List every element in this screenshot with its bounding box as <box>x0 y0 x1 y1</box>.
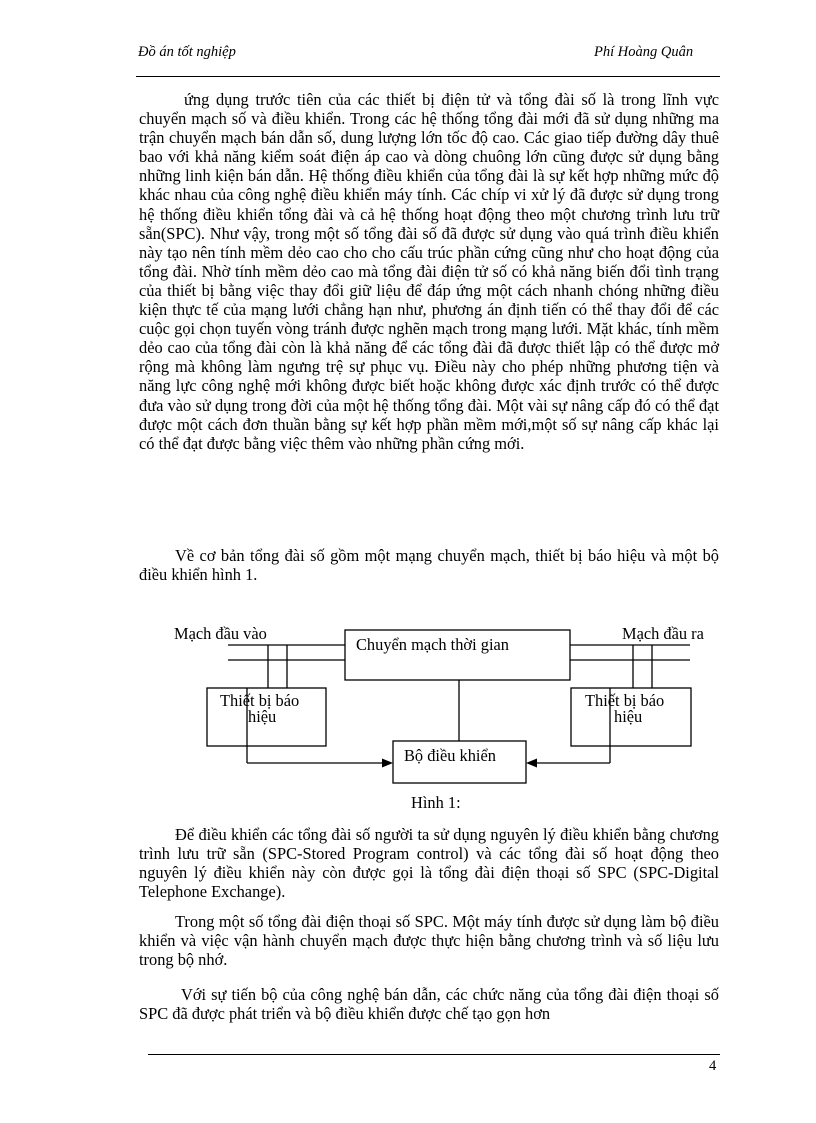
signaling-box-left <box>207 688 326 746</box>
input-circuit-label: Mạch đầu vào <box>174 624 267 643</box>
signaling-right-line2: hiệu <box>614 707 643 726</box>
paragraph-4: Trong một số tổng đài điện thoại số SPC. Một máy tính được sử dụng làm bộ điều khiển và việc vận hành chuyển mạch được thực hiện bằng chương trình và số liệu lưu trong bộ nhớ. <box>139 912 719 970</box>
signaling-right-line1: Thiết bị báo <box>585 691 665 710</box>
paragraph-1: ứng dụng trước tiên của các thiết bị điện tử và tổng đài số là trong lĩnh vực chuyển mạch số và điều khiển. Trong các hệ thống tổng đài mới đã sử dụng những ma trận chuyển mạch bán dẫn số, dung lượng lớn tốc độ cao. Các giao tiếp đường dây thuê bao với khả năng kiểm soát điện áp cao và dòng chuông lớn cũng được sử dụng bằng những linh kiện bán dẫn. Hệ thống điều khiển của tổng đài là sự kết hợp những mức độ khác nhau của công nghệ điều khiển máy tính. Các chíp vi xử lý đã được sử dụng trong hệ thống điều khiển tổng đài và cả hệ thống hoạt động theo một chương trình lưu trữ sẵn(SPC). Như vậy, trong một số tổng đài số đã được sử dụng vào quá trình điều khiển này tạo nên tính mềm dẻo cao cho cho cấu trúc phần cứng cũng như cho hoạt động của tổng đài. Nhờ tính mềm dẻo cao mà tổng đài điện tử số có khả năng biến đổi tình trạng của thiết bị bằng việc thay đổi giữ liệu để đáp ứng một cách nhanh chóng những điều kiện thực tế của mạng lưới chẳng hạn như, phương án định tiến có thể thay đổi để các cuộc gọi chọn tuyến vòng tránh được nghẽn mạch trong mạng lưới. Mặt khác, tính mềm dẻo cao của tổng đài còn là khả năng để các tổng đài đã được thiết lập có thể được mở rộng mà không làm ngưng trệ sự phục vụ. Điều này cho phép những phương tiện và năng lực công nghệ mới không được biết hoặc không được xác định trước có thể được đưa vào sử dụng trong đời của một hệ thống tổng đài. Một vài sự nâng cấp đó có thể đạt được một cách đơn thuần bằng sự kết hợp phần mềm mới,một số sự nâng cấp khác lại có thể đạt được bằng việc thêm vào những phần cứng mới. <box>139 90 719 453</box>
time-switch-label: Chuyển mạch thời gian <box>356 635 509 654</box>
figure-caption: Hình 1: <box>411 793 461 812</box>
controller-box <box>393 741 526 783</box>
signaling-left-line1: Thiết bị báo <box>220 691 300 710</box>
header-author: Phí Hoàng Quân <box>594 44 694 60</box>
page-number: 4 <box>709 1058 717 1074</box>
signaling-left-line2: hiệu <box>248 707 277 726</box>
paragraph-3: Để điều khiển các tổng đài số người ta sử dụng nguyên lý điều khiển bằng chương trình lưu trữ sẵn (SPC-Stored Program control) và các tổng đài số hoạt động theo nguyên lý điều khiển này còn được gọi là tổng đài điện thoại số SPC (SPC-Digital Telephone Exchange). <box>139 825 719 902</box>
paragraph-2: Về cơ bản tổng đài số gồm một mạng chuyển mạch, thiết bị báo hiệu và một bộ điều khiển hình 1. <box>139 546 719 585</box>
paragraph-5: Với sự tiến bộ của công nghệ bán dẫn, các chức năng của tổng đài điện thoại số SPC đã được phát triển và bộ điều khiển được chế tạo gọn hơn <box>139 985 719 1024</box>
time-switch-box <box>345 630 570 680</box>
output-circuit-label: Mạch đầu ra <box>622 624 704 643</box>
header-left-title: Đồ án tốt nghiệp <box>138 44 236 60</box>
header-divider <box>136 76 720 77</box>
controller-label: Bộ điều khiển <box>404 746 496 765</box>
signaling-box-right <box>571 688 691 746</box>
footer-divider <box>148 1054 720 1055</box>
